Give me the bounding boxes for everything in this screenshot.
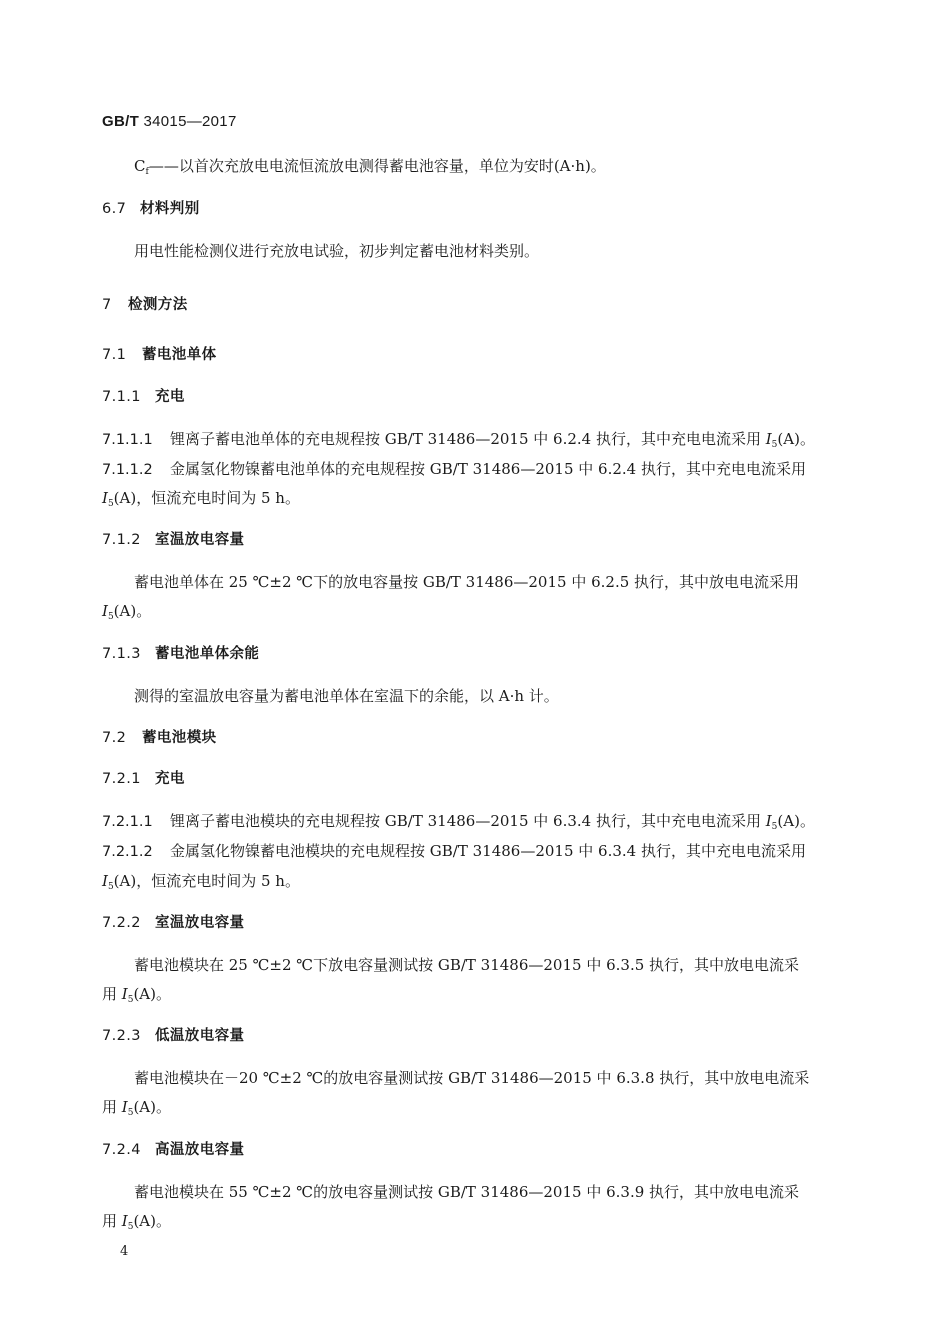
- clause-number: 7.1.1.2: [102, 462, 153, 478]
- section-title: 低温放电容量: [155, 1028, 245, 1044]
- section-7-2-2-body-cont: [102, 984, 171, 1004]
- section-title: 材料判别: [140, 201, 200, 217]
- clause-tail: (A)。: [133, 1212, 171, 1230]
- current-subscript: 5: [107, 499, 114, 509]
- current-subscript: 5: [107, 882, 114, 892]
- clause-tail: (A)。: [133, 985, 171, 1003]
- current-subscript: 5: [771, 440, 778, 450]
- section-7-1-heading: [102, 345, 217, 365]
- current-subscript: 5: [107, 612, 114, 622]
- section-title: 室温放电容量: [155, 532, 245, 548]
- clause-tail: (A)，恒流充电时间为 5 h。: [113, 872, 300, 890]
- section-title: 充电: [155, 771, 185, 787]
- clause-lead: 用: [102, 985, 122, 1003]
- clause-text: 锂离子蓄电池模块的充电规程按 GB/T 31486—2015 中 6.3.4 执行，其中充电电流采用: [170, 812, 766, 830]
- section-number: 7.2.3: [102, 1028, 141, 1044]
- section-number: 7: [102, 297, 112, 313]
- section-title: 蓄电池单体: [142, 347, 217, 363]
- section-7-2-3-body: 蓄电池模块在－20 ℃±2 ℃的放电容量测试按 GB/T 31486—2015 中 6.3.8 执行，其中放电电流采: [134, 1069, 810, 1087]
- definition-symbol: C: [134, 157, 146, 175]
- current-symbol: I: [102, 872, 108, 890]
- clause-text: 金属氢化物镍蓄电池模块的充电规程按 GB/T 31486—2015 中 6.3.4 执行，其中充电电流采用: [170, 842, 806, 860]
- clause-tail: (A)。: [133, 1098, 171, 1116]
- clause-text: 锂离子蓄电池单体的充电规程按 GB/T 31486—2015 中 6.2.4 执行，其中充电电流采用: [170, 430, 766, 448]
- section-number: 7.1: [102, 347, 127, 363]
- clause-7-2-1-2-cont: [102, 871, 300, 891]
- section-title: 蓄电池单体余能: [155, 646, 260, 662]
- section-number: 7.1.1: [102, 389, 141, 405]
- clause-7-1-1-1: [102, 429, 815, 450]
- page-number: 4: [120, 1244, 129, 1259]
- current-symbol: I: [102, 489, 108, 507]
- section-7-2-4-body-cont: [102, 1211, 171, 1231]
- section-7-2-4-body: 蓄电池模块在 55 ℃±2 ℃的放电容量测试按 GB/T 31486—2015 中 6.3.9 执行，其中放电电流采: [134, 1183, 800, 1201]
- section-7-2-2-body: 蓄电池模块在 25 ℃±2 ℃下放电容量测试按 GB/T 31486—2015 中 6.3.5 执行，其中放电电流采: [134, 956, 800, 974]
- section-number: 6.7: [102, 201, 127, 217]
- section-number: 7.1.2: [102, 532, 141, 548]
- current-symbol: I: [121, 985, 128, 1003]
- clause-7-2-1-1: [102, 811, 815, 832]
- clause-text: 金属氢化物镍蓄电池单体的充电规程按 GB/T 31486—2015 中 6.2.4 执行，其中充电电流采用: [170, 460, 806, 478]
- standard-header: [102, 112, 237, 132]
- section-title: 室温放电容量: [155, 915, 245, 931]
- section-number: 7.1.3: [102, 646, 141, 662]
- section-7-1-2-heading: [102, 530, 244, 550]
- section-7-2-heading: [102, 728, 217, 748]
- clause-number: 7.2.1.1: [102, 814, 153, 830]
- clause-lead: 用: [102, 1212, 122, 1230]
- section-7-2-3-body-cont: [102, 1097, 171, 1117]
- section-7-2-3-heading: [102, 1026, 244, 1046]
- section-title: 充电: [155, 389, 185, 405]
- clause-tail: (A)。: [777, 812, 815, 830]
- section-7-2-1-heading: [102, 769, 185, 789]
- current-subscript: 5: [127, 1108, 134, 1118]
- current-symbol: I: [765, 812, 772, 830]
- section-6-7-body: 用电性能检测仪进行充放电试验，初步判定蓄电池材料类别。: [134, 242, 540, 260]
- standard-prefix: GB/T: [102, 113, 140, 130]
- section-title: 蓄电池模块: [142, 730, 217, 746]
- definition-text: ——以首次充放电电流恒流放电测得蓄电池容量，单位为安时(A·h)。: [148, 157, 606, 175]
- definition-cf: [134, 156, 606, 176]
- section-7-1-2-body-cont: [102, 601, 151, 621]
- section-7-2-4-heading: [102, 1140, 244, 1160]
- section-7-2-2-heading: [102, 913, 244, 933]
- section-number: 7.2.1: [102, 771, 141, 787]
- current-subscript: 5: [771, 822, 778, 832]
- section-number: 7.2: [102, 730, 127, 746]
- section-number: 7.2.2: [102, 915, 141, 931]
- section-7-1-3-body: 测得的室温放电容量为蓄电池单体在室温下的余能，以 A·h 计。: [134, 687, 559, 705]
- clause-7-2-1-2: [102, 841, 806, 862]
- section-number: 7.2.4: [102, 1142, 141, 1158]
- clause-7-1-1-2-cont: [102, 488, 300, 508]
- section-title: 检测方法: [128, 297, 188, 313]
- current-symbol: I: [102, 602, 108, 620]
- definition-symbol-sub: f: [145, 167, 149, 177]
- section-7-1-2-body: 蓄电池单体在 25 ℃±2 ℃下的放电容量按 GB/T 31486—2015 中 6.2.5 执行，其中放电电流采用: [134, 573, 800, 591]
- section-7-1-1-heading: [102, 387, 185, 407]
- clause-tail: (A)。: [777, 430, 815, 448]
- current-symbol: I: [121, 1098, 128, 1116]
- section-7-1-3-heading: [102, 644, 259, 664]
- clause-number: 7.1.1.1: [102, 432, 153, 448]
- clause-7-1-1-2: [102, 459, 806, 480]
- standard-code: 34015—2017: [143, 113, 237, 130]
- section-6-7-heading: [102, 199, 200, 219]
- clause-number: 7.2.1.2: [102, 844, 153, 860]
- section-7-heading: [102, 295, 188, 315]
- section-title: 高温放电容量: [155, 1142, 245, 1158]
- clause-tail: (A)。: [113, 602, 152, 620]
- clause-tail: (A)，恒流充电时间为 5 h。: [113, 489, 300, 507]
- current-subscript: 5: [127, 995, 134, 1005]
- current-symbol: I: [121, 1212, 128, 1230]
- clause-lead: 用: [102, 1098, 122, 1116]
- current-subscript: 5: [127, 1222, 134, 1232]
- current-symbol: I: [765, 430, 772, 448]
